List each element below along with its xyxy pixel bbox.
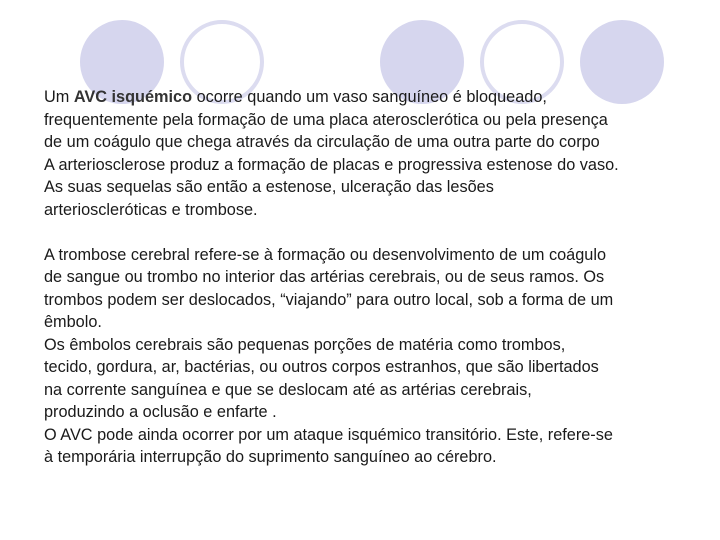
paragraph-1-line-1	[44, 86, 694, 109]
paragraph-2-line: êmbolo.	[44, 313, 102, 331]
paragraph-1-line: As suas sequelas são então a estenose, ulceração das lesões	[44, 178, 494, 196]
paragraph-2-line: trombos podem ser deslocados, “viajando” para outro local, sob a forma de um	[44, 290, 614, 309]
slide-text-body	[44, 86, 694, 469]
paragraph-2-line: à temporária interrupção do suprimento sanguíneo ao cérebro.	[44, 448, 497, 466]
paragraph-1-line: frequentemente pela formação de uma placa aterosclerótica ou pela presença	[44, 110, 608, 129]
emphasized-term: AVC isquémico	[73, 88, 193, 106]
paragraph-spacer	[44, 221, 694, 244]
paragraph-2-line: de sangue ou trombo no interior das artérias cerebrais, ou de seus ramos. Os	[44, 268, 605, 286]
paragraph-1-line: A arteriosclerose produz a formação de placas e progressiva estenose do vaso.	[44, 155, 619, 174]
paragraph-2-line: O AVC pode ainda ocorrer por um ataque isquémico transitório. Este, refere-se	[44, 425, 613, 444]
paragraph-2-line: tecido, gordura, ar, bactérias, ou outros corpos estranhos, que são libertados	[44, 358, 599, 376]
text-run: ocorre quando um vaso sanguíneo é bloqueado,	[192, 88, 547, 106]
paragraph-2-line: na corrente sanguínea e que se deslocam até as artérias cerebrais,	[44, 380, 532, 399]
paragraph-1-line: de um coágulo que chega através da circulação de uma outra parte do corpo	[44, 133, 600, 151]
paragraph-1-line: arterioscleróticas e trombose.	[44, 200, 258, 219]
paragraph-2-line: Os êmbolos cerebrais são pequenas porções de matéria como trombos,	[44, 335, 566, 354]
paragraph-2-line: A trombose cerebral refere-se à formação ou desenvolvimento de um coágulo	[44, 245, 607, 264]
paragraph-2-line: produzindo a oclusão e enfarte .	[44, 403, 277, 421]
text-run: Um	[44, 88, 74, 106]
